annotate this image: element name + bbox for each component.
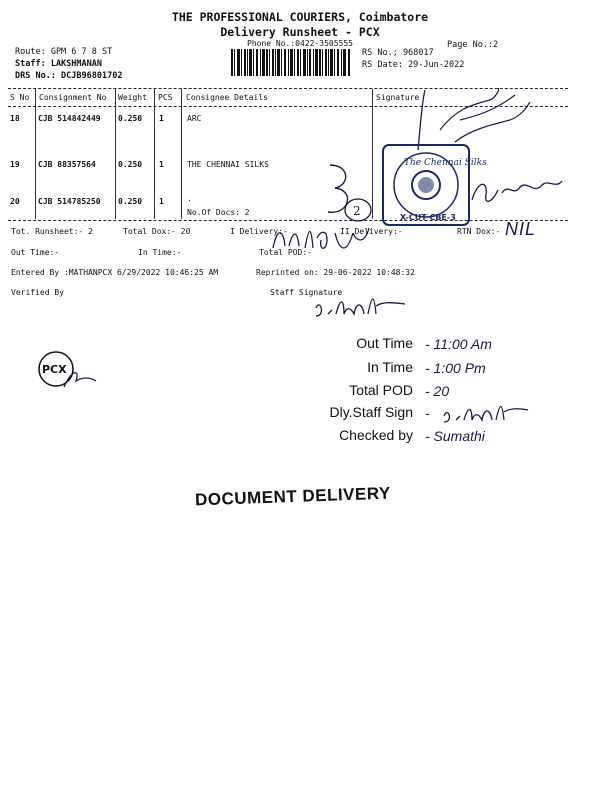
col-divider [181, 89, 182, 219]
tot-runsheet: Tot. Runsheet:- 2 [11, 227, 93, 236]
col-divider [35, 89, 36, 219]
row-sno: 20 [10, 197, 20, 206]
summary-total-pod-label: Total POD [349, 382, 413, 398]
row-sno: 18 [10, 114, 20, 123]
summary-checked-by-label: Checked by [339, 427, 413, 443]
barcode [231, 49, 351, 76]
out-time: Out Time:- [11, 248, 60, 257]
col-divider [115, 89, 116, 219]
staff-signature-label: Staff Signature [270, 288, 343, 297]
pcx-stamp [36, 347, 111, 397]
circled-number-text: 2 [353, 204, 361, 218]
summary-in-time-value: - 1:00 Pm [425, 360, 486, 376]
drs-number: DRS No.: DCJB96801702 [15, 71, 123, 81]
staff-name: Staff: LAKSHMANAN [15, 59, 102, 69]
reprinted-on: Reprinted on: 29-06-2022 10:48:32 [256, 268, 415, 277]
row-consignment: CJB 514842449 [38, 114, 101, 123]
ii-delivery: II Delivery:- [340, 227, 403, 236]
entered-by: Entered By :MATHANPCX 6/29/2022 10:46:25 AM [11, 268, 219, 277]
col-signature: Signature [376, 93, 420, 102]
rtn-dox: RTN Dox:- [457, 227, 501, 236]
company-title: THE PROFESSIONAL COURIERS, Coimbatore [171, 10, 429, 24]
runsheet-title: Delivery Runsheet - PCX [220, 25, 380, 39]
col-divider [154, 89, 155, 219]
header-bottom-rule [8, 106, 568, 107]
row-consignment: CJB 514785250 [38, 197, 101, 206]
table-bottom-rule [8, 220, 568, 221]
chennai-silks-stamp [378, 140, 487, 230]
row-pcs: 1 [159, 114, 164, 123]
page-number: Page No.:2 [447, 40, 499, 50]
signature-scribble-row18 [400, 80, 580, 160]
verified-by: Verified By [11, 288, 64, 297]
rs-number: RS No.; 968017 [362, 48, 434, 58]
stamp-text-bottom: X-CUT CBE-3 [400, 213, 456, 222]
summary-dly-staff-sign-label: Dly.Staff Sign [329, 404, 413, 420]
handwritten-mark [320, 160, 365, 220]
route: Route: GPM 6 7 8 ST [15, 47, 113, 57]
row-consignee: ARC [187, 114, 202, 123]
summary-out-time-value: - 11:00 Am [425, 336, 492, 352]
row-consignee: . [187, 194, 192, 203]
stamp-text-top: The Chennai Silks [404, 158, 487, 168]
total-dox: Total Dox:- 20 [123, 227, 191, 236]
summary-total-pod-value: - 20 [425, 383, 450, 399]
row-consignee: THE CHENNAI SILKS [187, 160, 269, 169]
dly-staff-signature-scribble [440, 398, 530, 428]
in-time: In Time:- [138, 248, 182, 257]
summary-out-time-label: Out Time [356, 335, 413, 351]
col-consignment: Consignment No [39, 93, 107, 102]
pcx-stamp-text: PCX [42, 363, 67, 376]
row-consignment: CJB 88357564 [38, 160, 96, 169]
row-sno: 19 [10, 160, 20, 169]
num-docs: No.Of Docs: 2 [187, 208, 250, 217]
total-pod: Total POD:- [259, 248, 312, 257]
col-weight: Weight [118, 93, 147, 102]
rtn-nil-handwritten: NIL [505, 219, 537, 239]
col-pcs: PCS [158, 93, 173, 102]
col-sno: S No [10, 93, 30, 102]
summary-dly-staff-sign-value: - [425, 405, 430, 421]
row-weight: 0.250 [118, 114, 143, 123]
col-divider [372, 89, 373, 219]
phone-number: Phone No.:0422-3505555 [247, 39, 353, 48]
summary-in-time-label: In Time [367, 359, 413, 375]
rs-date: RS Date: 29-Jun-2022 [362, 60, 465, 70]
row-pcs: 1 [159, 160, 164, 169]
i-delivery: I Delivery:- [230, 227, 288, 236]
row-weight: 0.250 [118, 160, 143, 169]
document-delivery-label: DOCUMENT DELIVERY [194, 483, 392, 510]
signature-scribble-row19 [468, 175, 568, 210]
summary-checked-by-value: - Sumathi [425, 428, 485, 444]
table-top-rule [8, 88, 568, 89]
row-weight: 0.250 [118, 197, 143, 206]
row-pcs: 1 [159, 197, 164, 206]
col-consignee: Consignee Details [186, 93, 268, 102]
